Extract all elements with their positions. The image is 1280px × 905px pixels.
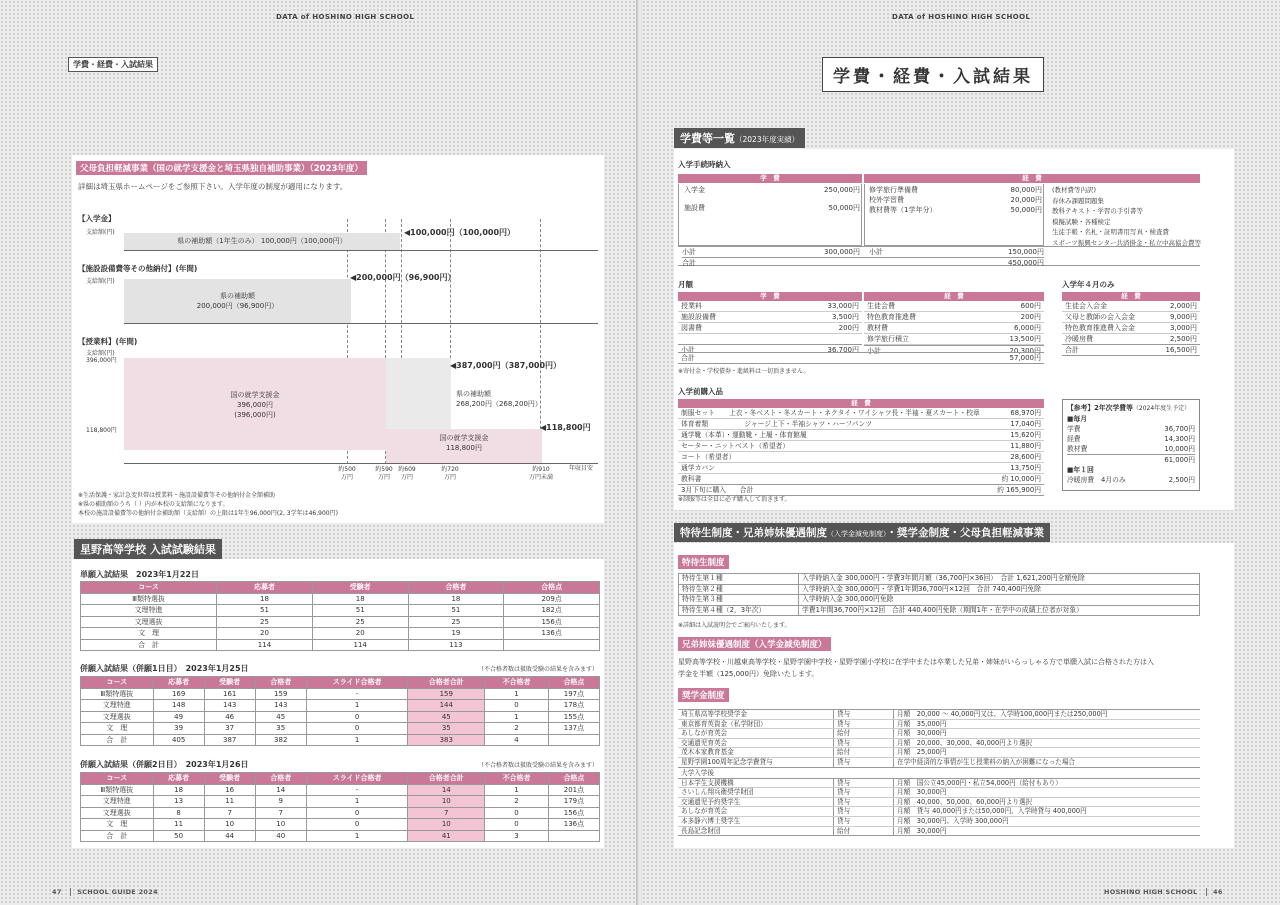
sec3-arrow2: ◀118,800円 bbox=[540, 423, 591, 432]
table-row: 文理特進 13 11 9 1 10 2 179点 bbox=[81, 796, 600, 808]
sec3-arrow1: ◀387,000円（387,000円） bbox=[450, 361, 562, 370]
table-row: 文 理 20 20 19 136点 bbox=[81, 628, 600, 640]
entry-list: (教材費等内訳) 春休み課題問題集 教科テキスト・学習の手引書等 模擬試験・各種検定 生徒手帳・名札・証明書用写真・検査費 スポーツ振興センター共済掛金・私立中高協会費等 bbox=[1052, 186, 1201, 247]
fee-row: 教材費 10,000円 bbox=[1067, 445, 1195, 453]
entry-subtotals: 小計 300,000円 小計 150,000円 合計 450,000円 bbox=[678, 246, 1200, 266]
table-row: 合 計 405 387 382 1 383 4 bbox=[81, 734, 600, 746]
table-row: あしなが育英会 給付 月額 30,000円 bbox=[678, 729, 1200, 739]
burden-note: ※生活保護・家計急変世帯は授業料・施設設備費等その他納付金全額補助 bbox=[78, 492, 276, 499]
monthly-left bbox=[678, 301, 862, 355]
fee-row: 小計 36,700円 bbox=[678, 344, 862, 355]
sec2-bar-line1: 県の補助額 bbox=[220, 292, 255, 300]
t3-title: 併願入試結果（併願2日目） 2023年1月26日 bbox=[80, 760, 249, 769]
sec3-bar2-l2: 118,800円 bbox=[446, 444, 482, 452]
fee-row: 特色教育推進費入会金 3,000円 bbox=[1062, 323, 1200, 334]
sec3-y1: 396,000円 bbox=[86, 357, 117, 364]
footer-text: SCHOOL GUIDE 2024 bbox=[70, 888, 158, 896]
table-row: Ⅲ類特選抜 18 16 14 - 14 1 201点 bbox=[81, 784, 600, 796]
fee-row: 教材費 6,000円 bbox=[864, 323, 1044, 334]
sec3-bar1-l1: 国の就学支援金 bbox=[230, 391, 280, 399]
shogaku-heading: 奨学金制度 bbox=[678, 688, 729, 702]
exam-title: 星野高等学校 入試試験結果 bbox=[74, 539, 222, 559]
sec3-pref bbox=[456, 389, 542, 409]
fee-row: 教材費等（1学年分） 50,000円 bbox=[869, 206, 1042, 214]
system-title-rest: ・奨学金制度・父母負担軽減事業 bbox=[886, 527, 1044, 539]
left-section-tag: 学費・経費・入試結果 bbox=[68, 57, 158, 72]
sec3-pref-l2: 268,200円（268,200円） bbox=[456, 400, 542, 408]
sec1-bar: 県の補助額（1年生のみ） 100,000円（100,000円） bbox=[124, 233, 400, 250]
fees-title-main: 学費等一覧 bbox=[680, 132, 735, 145]
april-rows bbox=[1062, 301, 1200, 356]
page-number: 47 bbox=[52, 888, 62, 896]
big-title: 学費・経費・入試結果 bbox=[822, 57, 1044, 92]
fees-title bbox=[674, 128, 805, 148]
monthly-note: ※寄付金・学校債券・進級料は一切頂きません。 bbox=[678, 368, 810, 375]
tick-2: 約609 万円 bbox=[398, 466, 416, 481]
right-header: DATA of HOSHINO HIGH SCHOOL bbox=[892, 13, 1031, 21]
system-title-main: 特待生制度・兄弟姉妹優遇制度 bbox=[680, 527, 827, 539]
tokutai-heading: 特待生制度 bbox=[678, 555, 729, 569]
exam-card bbox=[72, 559, 604, 848]
sec2-bar bbox=[124, 279, 351, 323]
sec2-arrow: ◀200,000円（96,900円） bbox=[350, 273, 456, 282]
monthly-mid bbox=[864, 301, 1044, 356]
goods-row: 3月下旬に購入 合計 約 165,900円 bbox=[678, 485, 1044, 496]
fee-row: 合計 16,500円 bbox=[1062, 345, 1200, 356]
sec1-label: 【入学金】 bbox=[78, 214, 116, 223]
left-footer bbox=[52, 888, 158, 896]
table-row: 交通遺児育英会 貸与 月額 20,000、30,000、40,000円より選択 bbox=[678, 739, 1200, 749]
table-row: 文理選抜 25 25 25 156点 bbox=[81, 616, 600, 628]
goods-row: コート（希望者） 28,600円 bbox=[678, 452, 1044, 463]
t2-note: （不合格者数は扱敗受験の結果を含みます） bbox=[477, 666, 598, 673]
fee-row: 学費 36,700円 bbox=[1067, 425, 1195, 433]
tokutai-table bbox=[678, 573, 1200, 616]
table-row: 星野学園100周年記念学費貸与 貸与 在学中経済的な事情が生じ授業料の納入が困難になった場合 bbox=[678, 758, 1200, 768]
fee-row: 特色教育推進費 200円 bbox=[864, 312, 1044, 323]
monthly-h-gakuhi: 学 費 bbox=[678, 292, 862, 301]
table-row: 文理選抜 8 7 7 0 7 0 156点 bbox=[81, 807, 600, 819]
monthly-title: 月額 bbox=[678, 280, 693, 289]
table-row: 合 計 50 44 40 1 41 3 bbox=[81, 830, 600, 842]
fee-row: 修学旅行準備費 80,000円 bbox=[869, 186, 1042, 194]
fee-row: 図書費 200円 bbox=[678, 323, 862, 334]
table-row: 本多静六博士奨学生 貸与 月額 30,000円、入学時 300,000円 bbox=[678, 817, 1200, 827]
tick-4: 約910 万円未満 bbox=[528, 466, 553, 481]
table-row: 特待生第２種 入学時納入金 300,000円・学費1年間36,700円×12回 合計 740,400円免除 bbox=[679, 584, 1200, 595]
fee-row: 冷暖房費 2,500円 bbox=[1062, 334, 1200, 345]
page-number: 46 bbox=[1206, 888, 1223, 896]
footer-text: HOSHINO HIGH SCHOOL bbox=[1104, 888, 1198, 896]
table-row: 文 理 11 10 10 0 10 0 136点 bbox=[81, 819, 600, 831]
sec2-axis: 支給額(円) bbox=[86, 278, 115, 285]
ref-title: 【参考】2年次学費等（2024年度生予定） bbox=[1067, 404, 1191, 412]
fee-row: 生徒会入会金 2,000円 bbox=[1062, 301, 1200, 312]
table-row: 埼玉県高等学校奨学金 貸与 月額 20,000 ～ 40,000円又は、入学時100,000円または250,000円 bbox=[678, 710, 1200, 720]
univ-heading: 大学入学後 bbox=[678, 768, 1200, 779]
ref-box bbox=[1062, 399, 1200, 491]
kyodai-text: 星野高等学校・川越東高等学校・星野学園中学校・星野学園小学校に在学中または卒業した兄弟・姉妹がいらっしゃる方で単願入試に合格された方は入 学金を半額（125,000円）免除いたします。 bbox=[678, 658, 1154, 678]
sec3-bar1-l2: 396,000円 bbox=[237, 401, 273, 409]
sec3-axis: 支給額(円) bbox=[86, 350, 115, 357]
ref-yearly: ■年１回 bbox=[1067, 466, 1094, 474]
tick-1: 約590 万円 bbox=[375, 466, 393, 481]
burden-title: 父母負担軽減事業（国の就学支援金と埼玉県独自補助事業）（2023年度） bbox=[76, 161, 367, 175]
sec3-pref-l1: 県の補助額 bbox=[456, 390, 491, 398]
table-row: Ⅲ類特選抜 18 18 18 209点 bbox=[81, 593, 600, 605]
goods-row: 教科書 約 10,000円 bbox=[678, 474, 1044, 485]
table-row: Ⅲ類特選抜 169 161 159 - 159 1 197点 bbox=[81, 688, 600, 700]
fee-row: 校外学習費 20,000円 bbox=[869, 196, 1042, 204]
goods-row: 体育着類 ジャージ上下・半袖シャツ・ハーフパンツ 17,040円 bbox=[678, 419, 1044, 430]
table-row: 合 計 114 114 113 bbox=[81, 639, 600, 651]
table-row: 長島記念財団 給付 月額 30,000円 bbox=[678, 827, 1200, 837]
t1-head: コース 応募者 受験者 合格者 合格点 bbox=[81, 582, 600, 594]
sec3-label: 【授業料】(年間) bbox=[78, 337, 138, 346]
table-row: あしなが育英会 貸与 月額 貸与 40,000円または50,000円、入学時貸与 400,000円 bbox=[678, 807, 1200, 817]
left-page bbox=[0, 0, 638, 905]
t2-head: コース 応募者 受験者 合格者 スライド合格者 合格者合計 不合格者 合格点 bbox=[81, 677, 600, 689]
ref-monthly: ■毎月 bbox=[1067, 415, 1088, 423]
table-row: 特待生第４種（2，3年次） 学費1年間36,700円×12回 合計 440,400円免除（期間1年・在学中の成績上位者が対象） bbox=[679, 605, 1200, 616]
sec1-axis: 支給額(円) bbox=[86, 229, 115, 236]
t3-head: コース 応募者 受験者 合格者 スライド合格者 合格者合計 不合格者 合格点 bbox=[81, 773, 600, 785]
table-row: 日本学生支援機構 貸与 月額 国公立45,000円・私立54,000円（給付もあり） bbox=[678, 779, 1200, 789]
sec1-arrow: ◀100,000円（100,000円） bbox=[404, 228, 516, 237]
t1-table bbox=[80, 581, 600, 651]
sec3-bar1-l3: (396,000円) bbox=[234, 411, 276, 419]
sec2-label: 【施設設備費等その他納付】(年間) bbox=[78, 264, 198, 273]
fee-row: 施設設備費 3,500円 bbox=[678, 312, 862, 323]
fee-row: 経費 14,300円 bbox=[1067, 435, 1195, 443]
sec3-bar2 bbox=[386, 429, 542, 463]
tick-last: 年収目安 bbox=[569, 465, 594, 472]
fee-row: 父母と教師の会入会金 9,000円 bbox=[1062, 312, 1200, 323]
fee-row: 小計 20,300円 bbox=[864, 345, 1044, 356]
monthly-h-keihi: 経 費 bbox=[864, 292, 1044, 301]
t3-table bbox=[80, 772, 600, 842]
right-footer bbox=[1104, 888, 1223, 896]
goods-title: 入学前購入品 bbox=[678, 387, 723, 396]
fees-title-sub: （2023年度実績） bbox=[735, 135, 800, 144]
entry-mid bbox=[869, 185, 1042, 215]
sec2-bar-line2: 200,000円（96,900円） bbox=[196, 302, 279, 310]
tick-0: 約500 万円 bbox=[338, 466, 356, 481]
t2-table bbox=[80, 676, 600, 746]
fee-row: 修学旅行積立 13,500円 bbox=[864, 334, 1044, 345]
tokutai-note: ※詳細は入試説明会でご案内いたします。 bbox=[678, 622, 791, 629]
table-row: 文 理 39 37 35 0 35 2 137点 bbox=[81, 723, 600, 735]
entry-h-gakuhi: 学 費 bbox=[678, 174, 862, 183]
table-row: 交通遺児予約奨学生 貸与 月額 40,000、50,000、60,000円より選択 bbox=[678, 798, 1200, 808]
entry-h-keihi: 経 費 bbox=[864, 174, 1200, 183]
goods-rows bbox=[678, 408, 1044, 496]
sec3-y2: 118,800円 bbox=[86, 427, 117, 434]
table-row: 特待生第３種 入学時納入金 300,000円免除 bbox=[679, 595, 1200, 606]
table-row: 特待生第１種 入学時納入金 300,000円・学費3年間月額（36,700円×36回） 合計 1,621,200円全額免除 bbox=[679, 574, 1200, 585]
burden-card bbox=[72, 155, 604, 523]
goods-row: 通学靴（本革）・運動靴・上履・体育館履 15,620円 bbox=[678, 430, 1044, 441]
t3-note: （不合格者数は扱敗受験の結果を含みます） bbox=[477, 762, 598, 769]
goods-row: 制服セット 上衣・冬ベスト・冬スカート・ネクタイ・ワイシャツ長・半袖・夏スカート・校章 68,970円 bbox=[678, 408, 1044, 419]
table-row: 文理特進 148 143 143 1 144 0 178点 bbox=[81, 700, 600, 712]
burden-intro: 詳細は埼玉県ホームページをご参照下さい。入学年度の制度が適用になります。 bbox=[78, 182, 348, 191]
shogaku-table bbox=[678, 709, 1200, 836]
ref-sum: 61,000円 bbox=[1164, 456, 1195, 464]
table-row: 文理特進 51 51 51 182点 bbox=[81, 605, 600, 617]
goods-row: 通学カバン 13,750円 bbox=[678, 463, 1044, 474]
goods-h: 経 費 bbox=[678, 399, 1044, 408]
t1-title: 単願入試結果 2023年1月22日 bbox=[80, 570, 199, 579]
burden-note: 本校の施設設備費等の他納付金補助額（支給額）の上限は1年生96,000円(2, 3学年は46,900円) bbox=[78, 510, 338, 517]
april-h: 経 費 bbox=[1062, 292, 1200, 301]
table-row: 文理選抜 49 46 45 0 45 1 155点 bbox=[81, 711, 600, 723]
sec3-bar2-l1: 国の就学支援金 bbox=[439, 434, 489, 442]
system-card bbox=[674, 543, 1234, 848]
fee-row: 入学金 250,000円 bbox=[684, 186, 860, 194]
right-page bbox=[642, 0, 1280, 905]
fee-row: 生徒会費 600円 bbox=[864, 301, 1044, 312]
fee-row: 授業料 33,000円 bbox=[678, 301, 862, 312]
tick-3: 約720 万円 bbox=[441, 466, 459, 481]
t2-title: 併願入試結果（併願1日目） 2023年1月25日 bbox=[80, 664, 249, 673]
fee-row: 冷暖房費 4月のみ 2,500円 bbox=[1067, 476, 1195, 484]
fees-card bbox=[674, 149, 1234, 510]
system-title bbox=[674, 523, 1050, 542]
entry-title: 入学手続時納入 bbox=[678, 160, 731, 169]
table-row: 東京都育英資金（私学財団） 貸与 月額 35,000円 bbox=[678, 720, 1200, 730]
kyodai-heading: 兄弟姉妹優遇制度（入学金減免制度） bbox=[678, 637, 831, 651]
fee-row: 施設費 50,000円 bbox=[684, 204, 860, 212]
left-header: DATA of HOSHINO HIGH SCHOOL bbox=[276, 13, 415, 21]
goods-note: ※制服等は全員に必ず購入して頂きます。 bbox=[678, 496, 791, 503]
table-row: 茂木本家教育基金 給付 月額 25,000円 bbox=[678, 748, 1200, 758]
goods-row: セーター・ニットベスト（希望者） 11,880円 bbox=[678, 441, 1044, 452]
burden-notes bbox=[78, 491, 338, 518]
table-row: さいしん翔兵衛奨学財団 貸与 月額 30,000円 bbox=[678, 788, 1200, 798]
system-title-sub: （入学金減免制度） bbox=[827, 530, 887, 538]
entry-left bbox=[684, 185, 860, 213]
sec3-bar1 bbox=[124, 358, 386, 450]
burden-note: ※県の補助額のうち（ ）内が本校の支給額になります。 bbox=[78, 501, 229, 508]
april-title: 入学年４月のみ bbox=[1062, 280, 1115, 289]
monthly-total: 合計 57,000円 bbox=[678, 352, 1044, 364]
